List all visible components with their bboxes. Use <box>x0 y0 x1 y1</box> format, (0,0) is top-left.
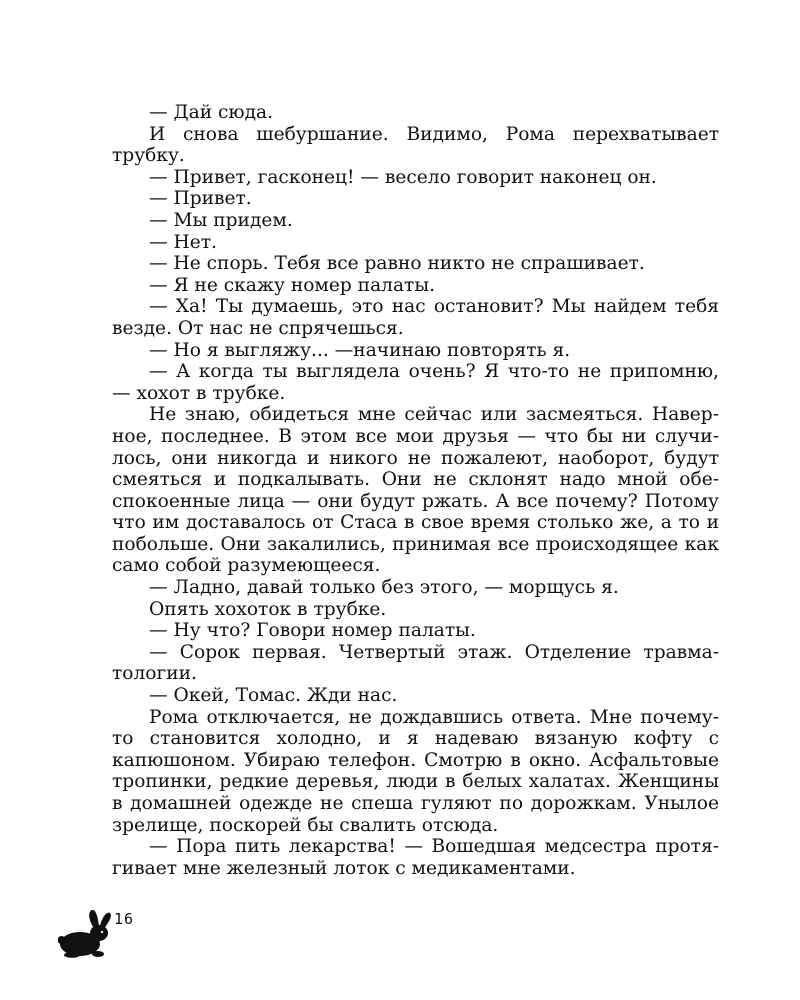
page-body-text <box>112 102 719 879</box>
paragraph: — Окей, Томас. Жди нас. <box>149 685 398 707</box>
paragraph: И снова шебуршание. Видимо, Рома перехватывает трубку. <box>112 123 719 167</box>
rabbit-icon <box>58 908 118 958</box>
paragraph: — Не спорь. Тебя все равно никто не спрашивает. <box>149 253 645 275</box>
paragraph: Не знаю, обидеться мне сейчас или засмеяться. Наверное, последнее. В этом все мои друзья — что бы ни случилось, они никогда и никого не пожалеют, наоборот, будут смеяться и подкалывать. Они не склонят надо мной обеспокоенные лица — они будут ржать. А все почему? Потому что им доставалось от Стаса в свое время столько же, а то и побольше. Они закалились, принимая все происходящее как само собой разумеющееся. <box>112 404 719 577</box>
paragraph: Рома отключается, не дождавшись ответа. Мне почему-то становится холодно, и я надеваю вязаную кофту с капюшоном. Убираю телефон. Смотрю в окно. Асфальтовые тропинки, редкие деревья, люди в белых халатах. Женщины в домашней одежде не спеша гуляют по дорожкам. Унылое зрелище, поскорей бы свалить отсюда. <box>112 706 719 836</box>
paragraph: — А когда ты выглядела очень? Я что-то не припомню, — хохот в трубке. <box>112 361 719 404</box>
paragraph: — Мы придем. <box>149 209 293 231</box>
paragraph: — Нет. <box>149 231 217 253</box>
paragraph: — Ха! Ты думаешь, это нас остановит? Мы найдем тебя везде. От нас не спрячешься. <box>112 296 719 339</box>
page-number: 16 <box>114 910 135 928</box>
paragraph: — Я не скажу номер палаты. <box>149 274 436 296</box>
paragraph: — Дай сюда. <box>149 102 274 123</box>
paragraph: Опять хохоток в трубке. <box>149 598 387 620</box>
paragraph: — Ну что? Говори номер палаты. <box>149 620 476 642</box>
paragraph: — Ладно, давай только без этого, — морщусь я. <box>149 577 619 599</box>
paragraph: — Но я выгляжу... —начинаю повторять я. <box>149 339 571 361</box>
paragraph: — Пора пить лекарства! — Вошедшая медсестра протягивает мне железный лоток с медикаментами. <box>112 836 719 879</box>
paragraph: — Привет, гасконец! — весело говорит наконец он. <box>149 166 657 188</box>
paragraph: — Сорок первая. Четвертый этаж. Отделение травматологии. <box>112 641 719 685</box>
page-footer <box>58 906 178 962</box>
paragraph: — Привет. <box>149 188 252 210</box>
